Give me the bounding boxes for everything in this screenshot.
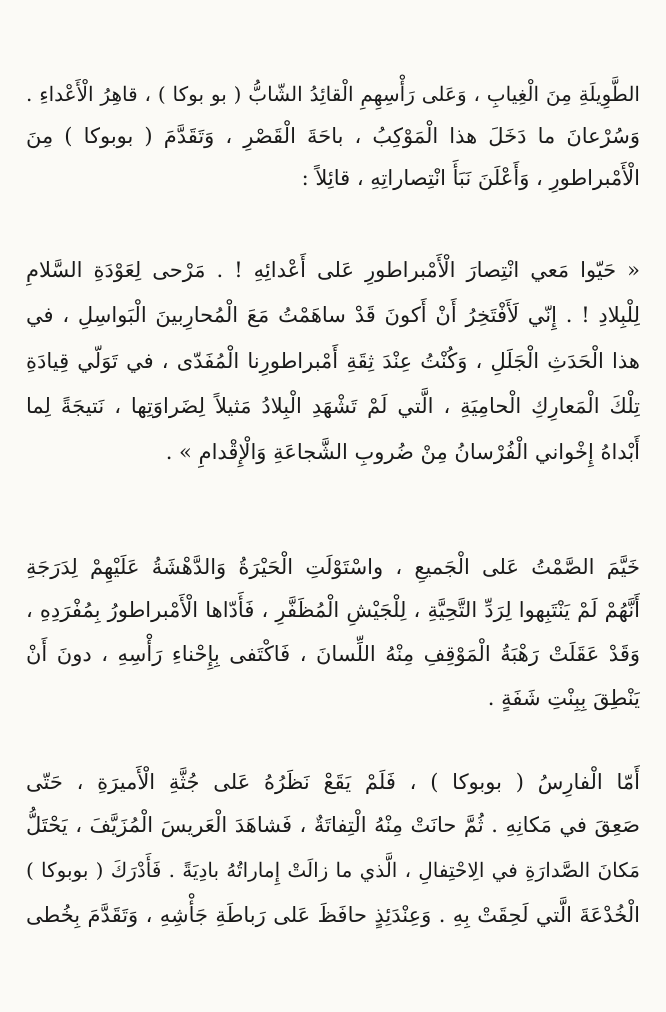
paragraph-3-line-4: يَنْطِقَ بِبِنْتِ شَفَةٍ . (487, 686, 640, 710)
paragraph-2-line-3: هذا الْحَدَثِ الْجَلَلِ ، وَكُنْتُ عِنْدَ ثِقَةِ أَمْبراطورِنا الْمُفَدّى ، في تَوَلّي قِيادَةِ (26, 349, 640, 373)
paragraph-1-line-2: وَسُرْعانَ ما دَخَلَ هذا الْمَوْكِبُ ، باحَةَ الْقَصْرِ ، وَتَقَدَّمَ ( بوبوكا ) مِنَ (26, 124, 640, 148)
paragraph-4-line-2: صَعِقَ في مَكانِهِ . ثُمَّ حانَتْ مِنْهُ الْتِفاتَةٌ ، فَشاهَدَ الْعَريسَ الْمُزَيَّفَ ، يَحْتَلُّ (26, 813, 640, 837)
paragraph-4-line-1: أَمّا الْفارِسُ ( بوبوكا ) ، فَلَمْ يَقَعْ نَظَرُهُ عَلى جُثَّةِ الْأَميرَةِ ، حَتّى (26, 770, 640, 794)
paragraph-2-line-2: لِلْبِلادِ ! . إِنّي لَأَفْتَخِرُ أَنْ أَكونَ قَدْ ساهَمْتُ مَعَ الْمُحارِبينَ الْبَواسِلِ ، في (26, 303, 640, 327)
paragraph-4-line-4: الْخُدْعَةَ الَّتي لَحِقَتْ بِهِ . وَعِنْدَئِذٍ حافَظَ عَلى رَباطَةِ جَأْشِهِ ، وَتَقَدَّمَ بِخُطى (26, 903, 640, 927)
paragraph-3-line-1: خَيَّمَ الصَّمْتُ عَلى الْجَميعِ ، واسْتَوْلَتِ الْحَيْرَةُ وَالدَّهْشَةُ عَلَيْهِمْ لِدَرَجَةِ (26, 555, 640, 579)
paragraph-1-line-3: الْأَمْبراطورِ ، وَأَعْلَنَ نَبَأَ انْتِصاراتِهِ ، قائِلاً : (301, 166, 640, 190)
paragraph-2-line-5: أَبْداهُ إِخْواني الْفُرْسانُ مِنْ ضُروبِ الشَّجاعَةِ وَالْإِقْدامِ » . (165, 440, 640, 464)
paragraph-4-line-3: مَكانَ الصَّدارَةِ في الِاحْتِفالِ ، الَّذي ما زالَتْ إِماراتُهُ بادِيَةً . فَأَدْرَكَ ( بوبوكا ) (26, 858, 640, 882)
paragraph-3-line-3: وَقَدْ عَقَلَتْ رَهْبَةُ الْمَوْقِفِ مِنْهُ اللِّسانَ ، فَاكْتَفى بِإِحْناءِ رَأْسِهِ ، دونَ أَنْ (26, 642, 640, 666)
paragraph-2-line-4: تِلْكَ الْمَعارِكِ الْحامِيَةِ ، الَّتي لَمْ تَشْهَدِ الْبِلادُ مَثيلاً لِضَراوَتِها ، نَتيجَةً لِما (26, 394, 640, 418)
paragraph-1-line-1: الطَّوِيلَةِ مِنَ الْغِيابِ ، وَعَلى رَأْسِهِمِ الْقائِدُ الشّابُّ ( بو بوكا ) ، قاهِرُ الْأَعْداءِ . (26, 82, 640, 106)
book-page (26, 0, 640, 1012)
paragraph-2-line-1: « حَيّوا مَعي انْتِصارَ الْأَمْبراطورِ عَلى أَعْدائِهِ ! . مَرْحى لِعَوْدَةِ السَّلامِ (26, 258, 640, 282)
paragraph-3-line-2: أَنَّهُمْ لَمْ يَنْتَبِهوا لِرَدِّ التَّحِيَّةِ ، لِلْجَيْشِ الْمُظَفَّرِ ، فَأَدّاها الْأَمْبراطورُ بِمُفْرَدِهِ ، (26, 598, 640, 622)
